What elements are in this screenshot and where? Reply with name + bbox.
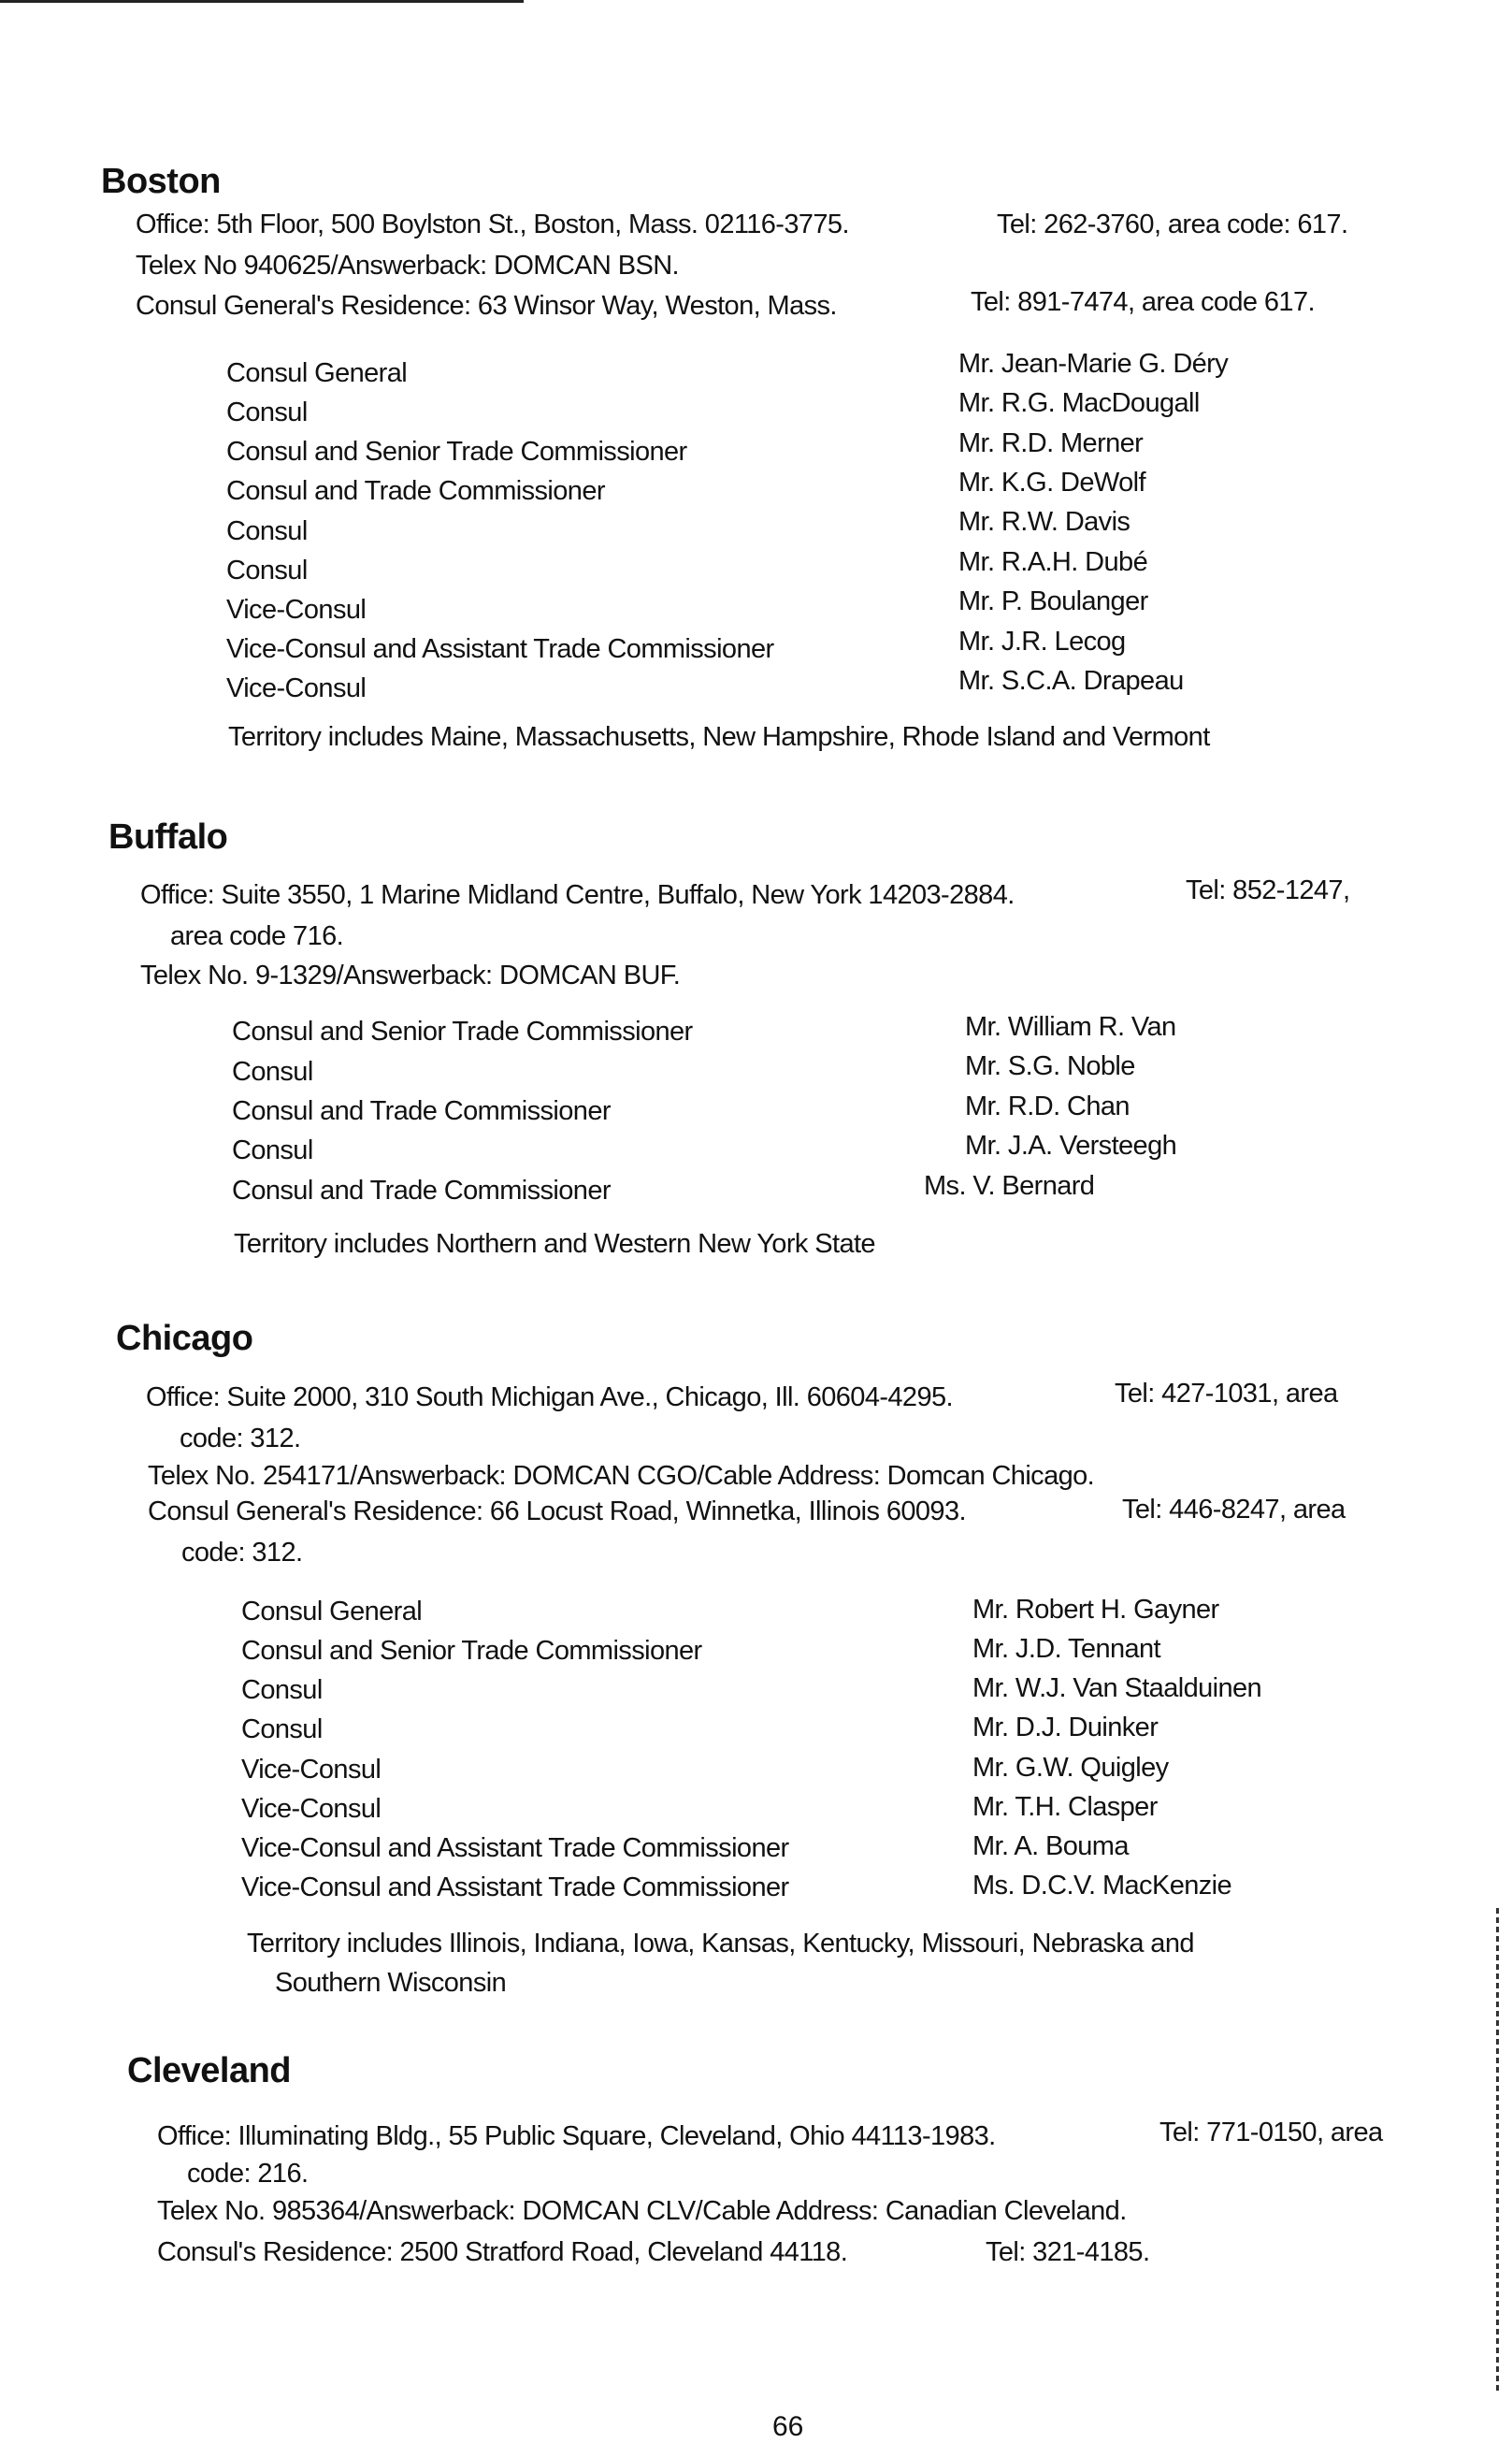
office-line-continued: area code 716. — [170, 921, 344, 951]
city-heading-buffalo: Buffalo — [108, 817, 228, 857]
page-number: 66 — [772, 2411, 804, 2442]
telex-line: Telex No. 254171/Answerback: DOMCAN CGO/Cable Address: Domcan Chicago. — [148, 1461, 1095, 1491]
territory-note: Territory includes Maine, Massachusetts, New Hampshire, Rhode Island and Vermont — [228, 722, 1210, 752]
staff-name: Mr. R.G. MacDougall — [958, 388, 1200, 418]
staff-name: Ms. D.C.V. MacKenzie — [972, 1871, 1232, 1901]
telephone-line: Tel: 446-8247, area — [1122, 1495, 1346, 1525]
staff-title: Consul — [232, 1135, 313, 1165]
staff-name: Ms. V. Bernard — [924, 1171, 1095, 1201]
staff-name: Mr. W.J. Van Staalduinen — [972, 1673, 1262, 1703]
staff-title: Consul and Senior Trade Commissioner — [232, 1017, 693, 1047]
telex-line: Telex No 940625/Answerback: DOMCAN BSN. — [136, 251, 680, 281]
staff-name: Mr. K.G. DeWolf — [958, 468, 1145, 498]
residence-line: Consul General's Residence: 66 Locust Road, Winnetka, Illinois 60093. — [148, 1496, 966, 1526]
staff-title: Vice-Consul — [226, 673, 367, 703]
staff-title: Consul and Trade Commissioner — [232, 1176, 611, 1206]
staff-title: Consul and Trade Commissioner — [232, 1096, 611, 1126]
telephone-line: Tel: 771-0150, area — [1159, 2118, 1383, 2147]
staff-name: Mr. R.A.H. Dubé — [958, 547, 1148, 577]
telephone-line: Tel: 852-1247, — [1186, 875, 1350, 905]
staff-name: Mr. S.G. Noble — [965, 1051, 1135, 1081]
telephone-line: Tel: 321-4185. — [986, 2237, 1150, 2267]
staff-title: Vice-Consul — [226, 595, 367, 625]
telex-line: Telex No. 9-1329/Answerback: DOMCAN BUF. — [140, 961, 681, 990]
staff-name: Mr. J.A. Versteegh — [965, 1131, 1177, 1161]
staff-title: Consul — [226, 556, 308, 585]
staff-title: Consul — [241, 1714, 323, 1744]
staff-title: Consul and Trade Commissioner — [226, 476, 605, 506]
territory-note: Territory includes Northern and Western New York State — [234, 1229, 875, 1259]
telephone-line: Tel: 262-3760, area code: 617. — [997, 210, 1348, 239]
territory-note: Territory includes Illinois, Indiana, Iowa, Kansas, Kentucky, Missouri, Nebraska and — [247, 1929, 1194, 1959]
telex-line: Telex No. 985364/Answerback: DOMCAN CLV/Cable Address: Canadian Cleveland. — [157, 2196, 1127, 2226]
staff-name: Mr. William R. Van — [965, 1012, 1176, 1042]
telephone-line: Tel: 891-7474, area code 617. — [971, 287, 1315, 317]
office-line-continued: code: 312. — [181, 1538, 303, 1568]
staff-title: Vice-Consul — [241, 1755, 382, 1785]
staff-name: Mr. Robert H. Gayner — [972, 1595, 1219, 1625]
staff-title: Consul — [226, 516, 308, 546]
staff-name: Mr. G.W. Quigley — [972, 1753, 1169, 1783]
staff-name: Mr. D.J. Duinker — [972, 1713, 1159, 1742]
residence-line: Consul's Residence: 2500 Stratford Road, Cleveland 44118. — [157, 2237, 848, 2267]
staff-title: Vice-Consul and Assistant Trade Commissioner — [241, 1833, 789, 1863]
city-heading-cleveland: Cleveland — [127, 2051, 292, 2090]
staff-title: Vice-Consul and Assistant Trade Commissioner — [226, 634, 774, 664]
staff-name: Mr. R.W. Davis — [958, 507, 1130, 537]
office-line: Office: 5th Floor, 500 Boylston St., Boston, Mass. 02116-3775. — [136, 210, 849, 239]
office-line-continued: code: 216. — [187, 2159, 309, 2189]
staff-title: Consul — [226, 398, 308, 427]
staff-name: Mr. R.D. Merner — [958, 428, 1144, 458]
staff-title: Consul and Senior Trade Commissioner — [226, 437, 687, 467]
staff-name: Mr. R.D. Chan — [965, 1091, 1130, 1121]
staff-title: Vice-Consul — [241, 1794, 382, 1824]
staff-name: Mr. Jean-Marie G. Déry — [958, 349, 1229, 379]
staff-title: Consul General — [241, 1597, 423, 1626]
staff-title: Vice-Consul and Assistant Trade Commissioner — [241, 1872, 789, 1902]
staff-title: Consul — [232, 1057, 313, 1087]
staff-name: Mr. T.H. Clasper — [972, 1792, 1158, 1822]
staff-name: Mr. P. Boulanger — [958, 586, 1148, 616]
office-line: Office: Suite 3550, 1 Marine Midland Centre, Buffalo, New York 14203-2884. — [140, 880, 1015, 910]
staff-title: Consul General — [226, 358, 408, 388]
staff-name: Mr. A. Bouma — [972, 1831, 1129, 1861]
staff-name: Mr. J.R. Lecog — [958, 627, 1126, 657]
office-line-continued: code: 312. — [180, 1424, 301, 1453]
city-heading-boston: Boston — [101, 162, 221, 201]
staff-title: Consul — [241, 1675, 323, 1705]
office-line: Office: Suite 2000, 310 South Michigan Ave., Chicago, Ill. 60604-4295. — [146, 1382, 953, 1412]
staff-name: Mr. J.D. Tennant — [972, 1634, 1161, 1664]
city-heading-chicago: Chicago — [116, 1319, 253, 1358]
telephone-line: Tel: 427-1031, area — [1115, 1379, 1338, 1409]
staff-name: Mr. S.C.A. Drapeau — [958, 666, 1184, 696]
staff-title: Consul and Senior Trade Commissioner — [241, 1636, 702, 1666]
territory-note-continued: Southern Wisconsin — [275, 1968, 507, 1998]
residence-line: Consul General's Residence: 63 Winsor Way, Weston, Mass. — [136, 291, 837, 321]
office-line: Office: Illuminating Bldg., 55 Public Square, Cleveland, Ohio 44113-1983. — [157, 2121, 996, 2151]
